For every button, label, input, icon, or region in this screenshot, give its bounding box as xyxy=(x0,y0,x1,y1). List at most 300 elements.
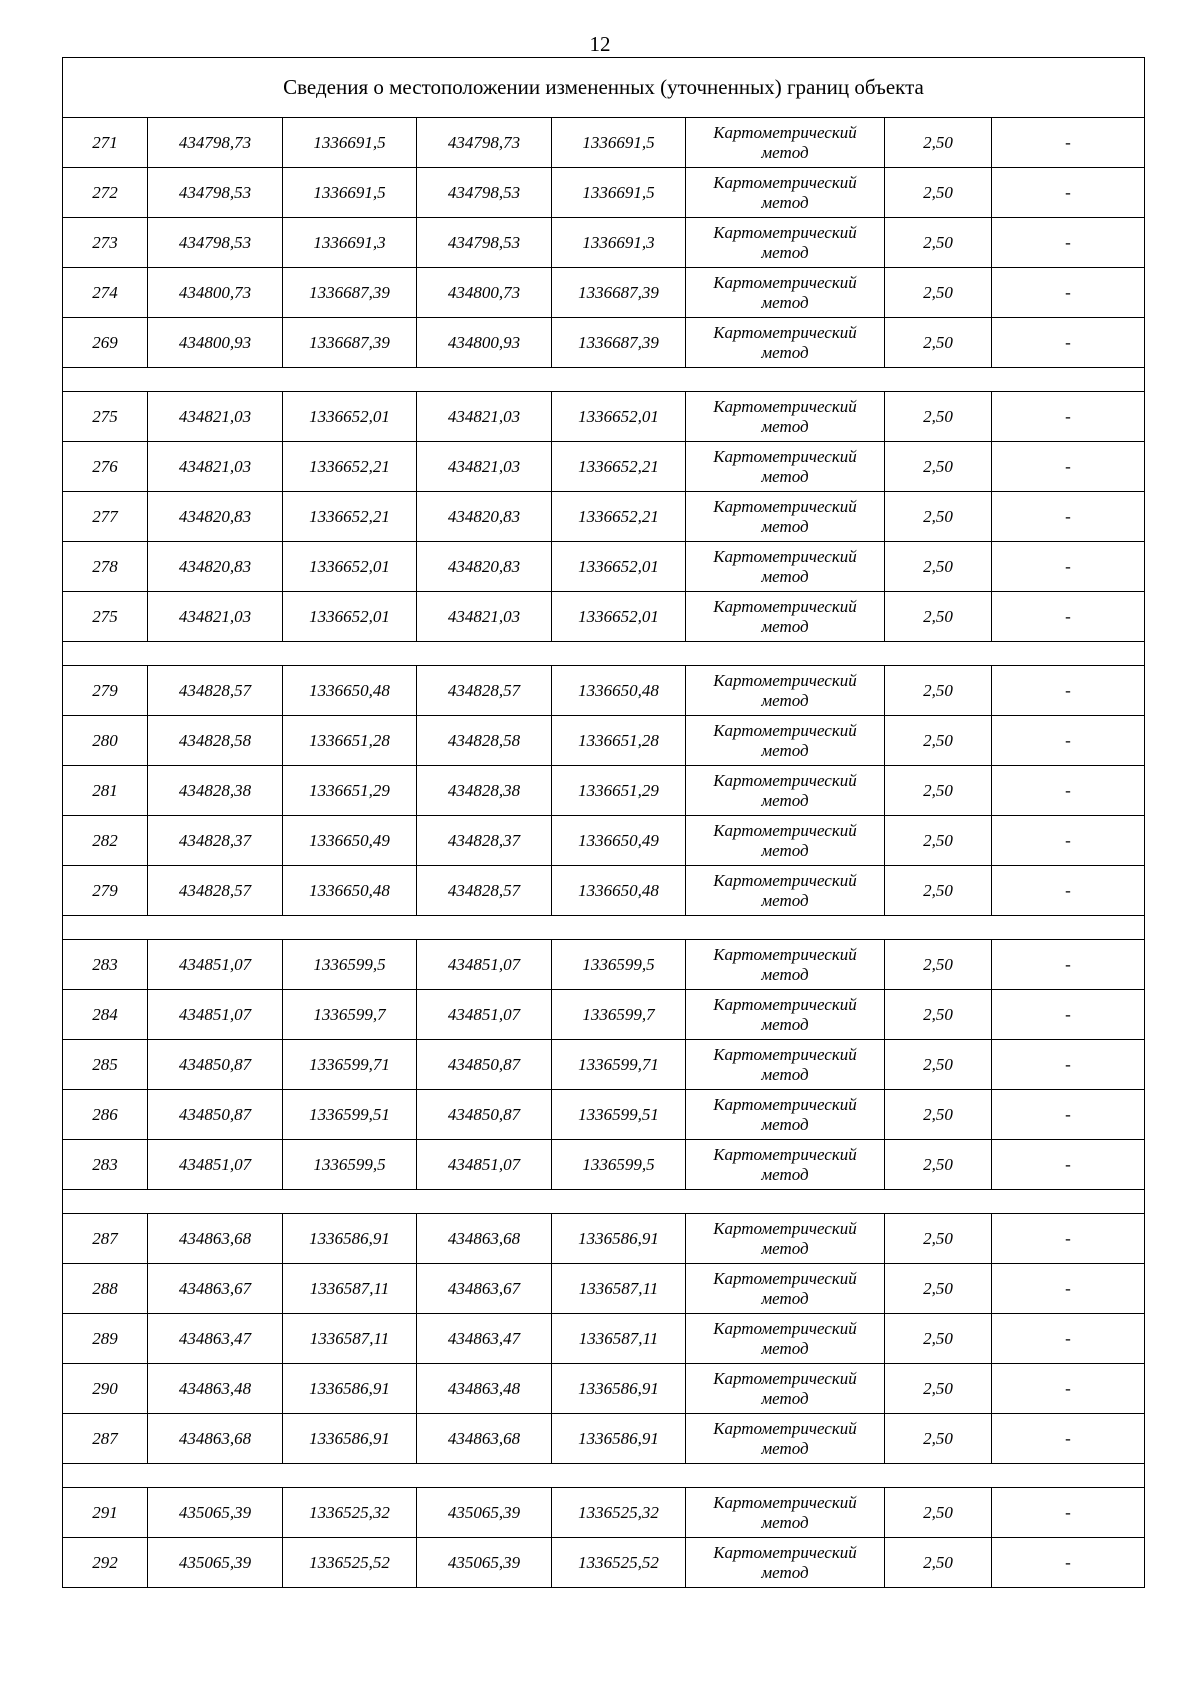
point-description: - xyxy=(992,766,1145,816)
method-line-2: метод xyxy=(761,790,809,810)
contour-separator-row xyxy=(63,1190,1145,1214)
point-description: - xyxy=(992,1040,1145,1090)
method-line-2: метод xyxy=(761,1438,809,1458)
y-new: 1336691,5 xyxy=(552,168,686,218)
x-existing: 434850,87 xyxy=(148,1090,283,1140)
y-new: 1336687,39 xyxy=(552,268,686,318)
method-line-1: Картометрический xyxy=(713,1492,857,1512)
method-line-1: Картометрический xyxy=(713,770,857,790)
x-new: 434828,37 xyxy=(417,816,552,866)
table-row xyxy=(63,268,1145,318)
method-line-2: метод xyxy=(761,1288,809,1308)
y-new: 1336691,3 xyxy=(552,218,686,268)
table-row xyxy=(63,716,1145,766)
x-existing: 434798,73 xyxy=(148,118,283,168)
x-existing: 434828,58 xyxy=(148,716,283,766)
y-existing: 1336687,39 xyxy=(283,318,417,368)
method-line-1: Картометрический xyxy=(713,994,857,1014)
accuracy: 2,50 xyxy=(885,940,992,990)
method-cell xyxy=(686,1488,885,1538)
method-line-2: метод xyxy=(761,1164,809,1184)
method-cell xyxy=(686,866,885,916)
x-new: 434863,68 xyxy=(417,1214,552,1264)
table-row xyxy=(63,318,1145,368)
table-row xyxy=(63,592,1145,642)
table-row xyxy=(63,1364,1145,1414)
y-new: 1336650,48 xyxy=(552,666,686,716)
x-existing: 434821,03 xyxy=(148,392,283,442)
method-line-1: Картометрический xyxy=(713,446,857,466)
x-new: 434850,87 xyxy=(417,1040,552,1090)
accuracy: 2,50 xyxy=(885,1090,992,1140)
table-title-row xyxy=(63,58,1145,118)
method-cell xyxy=(686,716,885,766)
point-number: 273 xyxy=(63,218,148,268)
point-description: - xyxy=(992,442,1145,492)
y-new: 1336586,91 xyxy=(552,1414,686,1464)
point-description: - xyxy=(992,1488,1145,1538)
point-description: - xyxy=(992,492,1145,542)
point-number: 279 xyxy=(63,666,148,716)
contour-separator-row xyxy=(63,642,1145,666)
method-line-1: Картометрический xyxy=(713,172,857,192)
x-new: 434798,73 xyxy=(417,118,552,168)
contour-separator-cell xyxy=(63,1464,1145,1488)
method-cell xyxy=(686,392,885,442)
x-existing: 434863,47 xyxy=(148,1314,283,1364)
point-number: 285 xyxy=(63,1040,148,1090)
x-existing: 434850,87 xyxy=(148,1040,283,1090)
table-row xyxy=(63,1214,1145,1264)
method-line-1: Картометрический xyxy=(713,1542,857,1562)
y-new: 1336687,39 xyxy=(552,318,686,368)
accuracy: 2,50 xyxy=(885,1140,992,1190)
y-new: 1336525,32 xyxy=(552,1488,686,1538)
accuracy: 2,50 xyxy=(885,766,992,816)
point-number: 279 xyxy=(63,866,148,916)
method-line-2: метод xyxy=(761,964,809,984)
accuracy: 2,50 xyxy=(885,666,992,716)
method-line-1: Картометрический xyxy=(713,670,857,690)
method-line-2: метод xyxy=(761,242,809,262)
y-existing: 1336599,5 xyxy=(283,1140,417,1190)
method-cell xyxy=(686,1364,885,1414)
y-existing: 1336599,51 xyxy=(283,1090,417,1140)
y-existing: 1336651,29 xyxy=(283,766,417,816)
contour-separator-cell xyxy=(63,642,1145,666)
point-number: 290 xyxy=(63,1364,148,1414)
accuracy: 2,50 xyxy=(885,268,992,318)
y-new: 1336586,91 xyxy=(552,1214,686,1264)
method-cell xyxy=(686,442,885,492)
x-new: 434851,07 xyxy=(417,940,552,990)
y-existing: 1336652,01 xyxy=(283,392,417,442)
table-row xyxy=(63,1040,1145,1090)
accuracy: 2,50 xyxy=(885,1314,992,1364)
y-existing: 1336652,21 xyxy=(283,492,417,542)
method-line-1: Картометрический xyxy=(713,496,857,516)
point-description: - xyxy=(992,1364,1145,1414)
method-line-2: метод xyxy=(761,192,809,212)
y-existing: 1336525,32 xyxy=(283,1488,417,1538)
method-line-1: Картометрический xyxy=(713,1044,857,1064)
accuracy: 2,50 xyxy=(885,492,992,542)
x-new: 434821,03 xyxy=(417,442,552,492)
x-existing: 434863,67 xyxy=(148,1264,283,1314)
method-cell xyxy=(686,1140,885,1190)
y-existing: 1336691,5 xyxy=(283,118,417,168)
method-cell xyxy=(686,492,885,542)
point-description: - xyxy=(992,168,1145,218)
point-number: 283 xyxy=(63,940,148,990)
point-number: 292 xyxy=(63,1538,148,1588)
x-new: 435065,39 xyxy=(417,1488,552,1538)
accuracy: 2,50 xyxy=(885,990,992,1040)
y-new: 1336652,01 xyxy=(552,542,686,592)
method-cell xyxy=(686,816,885,866)
point-description: - xyxy=(992,118,1145,168)
x-existing: 434863,68 xyxy=(148,1214,283,1264)
accuracy: 2,50 xyxy=(885,1364,992,1414)
method-cell xyxy=(686,542,885,592)
point-description: - xyxy=(992,268,1145,318)
point-number: 271 xyxy=(63,118,148,168)
point-number: 283 xyxy=(63,1140,148,1190)
method-line-2: метод xyxy=(761,1064,809,1084)
y-new: 1336599,5 xyxy=(552,940,686,990)
method-line-1: Картометрический xyxy=(713,1368,857,1388)
y-existing: 1336651,28 xyxy=(283,716,417,766)
y-new: 1336587,11 xyxy=(552,1314,686,1364)
y-existing: 1336691,3 xyxy=(283,218,417,268)
table-title: Сведения о местоположении измененных (уточненных) границ объекта xyxy=(63,58,1145,118)
point-description: - xyxy=(992,716,1145,766)
method-line-1: Картометрический xyxy=(713,1218,857,1238)
x-new: 435065,39 xyxy=(417,1538,552,1588)
x-existing: 434798,53 xyxy=(148,168,283,218)
method-line-1: Картометрический xyxy=(713,1318,857,1338)
table-row xyxy=(63,766,1145,816)
y-new: 1336599,5 xyxy=(552,1140,686,1190)
point-number: 277 xyxy=(63,492,148,542)
x-new: 434828,38 xyxy=(417,766,552,816)
method-cell xyxy=(686,1264,885,1314)
x-existing: 434820,83 xyxy=(148,542,283,592)
x-existing: 434800,73 xyxy=(148,268,283,318)
y-new: 1336599,7 xyxy=(552,990,686,1040)
point-description: - xyxy=(992,990,1145,1040)
point-description: - xyxy=(992,1214,1145,1264)
x-existing: 434828,57 xyxy=(148,866,283,916)
x-new: 434820,83 xyxy=(417,492,552,542)
method-cell xyxy=(686,268,885,318)
point-number: 281 xyxy=(63,766,148,816)
y-existing: 1336586,91 xyxy=(283,1364,417,1414)
method-cell xyxy=(686,218,885,268)
method-line-2: метод xyxy=(761,1388,809,1408)
x-new: 434863,47 xyxy=(417,1314,552,1364)
method-line-1: Картометрический xyxy=(713,1144,857,1164)
y-new: 1336599,71 xyxy=(552,1040,686,1090)
method-cell xyxy=(686,940,885,990)
point-description: - xyxy=(992,866,1145,916)
method-line-2: метод xyxy=(761,890,809,910)
accuracy: 2,50 xyxy=(885,866,992,916)
method-line-1: Картометрический xyxy=(713,322,857,342)
x-new: 434863,67 xyxy=(417,1264,552,1314)
x-new: 434821,03 xyxy=(417,392,552,442)
x-existing: 434800,93 xyxy=(148,318,283,368)
method-cell xyxy=(686,118,885,168)
accuracy: 2,50 xyxy=(885,392,992,442)
table-row xyxy=(63,1414,1145,1464)
y-existing: 1336652,01 xyxy=(283,592,417,642)
table-row xyxy=(63,1314,1145,1364)
point-number: 284 xyxy=(63,990,148,1040)
table-row xyxy=(63,1264,1145,1314)
method-cell xyxy=(686,318,885,368)
page-number: 12 xyxy=(589,32,611,56)
accuracy: 2,50 xyxy=(885,1414,992,1464)
accuracy: 2,50 xyxy=(885,318,992,368)
table-row xyxy=(63,990,1145,1040)
method-line-2: метод xyxy=(761,840,809,860)
method-line-1: Картометрический xyxy=(713,870,857,890)
method-line-2: метод xyxy=(761,342,809,362)
method-line-2: метод xyxy=(761,1114,809,1134)
y-existing: 1336691,5 xyxy=(283,168,417,218)
x-existing: 434851,07 xyxy=(148,990,283,1040)
point-number: 288 xyxy=(63,1264,148,1314)
x-existing: 434820,83 xyxy=(148,492,283,542)
accuracy: 2,50 xyxy=(885,816,992,866)
y-existing: 1336652,21 xyxy=(283,442,417,492)
y-existing: 1336652,01 xyxy=(283,542,417,592)
method-cell xyxy=(686,1090,885,1140)
accuracy: 2,50 xyxy=(885,442,992,492)
contour-separator-cell xyxy=(63,368,1145,392)
x-new: 434800,93 xyxy=(417,318,552,368)
method-line-1: Картометрический xyxy=(713,596,857,616)
point-description: - xyxy=(992,1264,1145,1314)
y-existing: 1336687,39 xyxy=(283,268,417,318)
table-row xyxy=(63,666,1145,716)
method-line-1: Картометрический xyxy=(713,272,857,292)
method-line-2: метод xyxy=(761,1562,809,1582)
method-cell xyxy=(686,592,885,642)
x-new: 434800,73 xyxy=(417,268,552,318)
point-number: 289 xyxy=(63,1314,148,1364)
x-existing: 434828,57 xyxy=(148,666,283,716)
table-row xyxy=(63,492,1145,542)
x-new: 434863,68 xyxy=(417,1414,552,1464)
y-new: 1336651,29 xyxy=(552,766,686,816)
method-line-1: Картометрический xyxy=(713,820,857,840)
x-existing: 435065,39 xyxy=(148,1488,283,1538)
accuracy: 2,50 xyxy=(885,218,992,268)
point-description: - xyxy=(992,392,1145,442)
y-new: 1336651,28 xyxy=(552,716,686,766)
table-row xyxy=(63,816,1145,866)
accuracy: 2,50 xyxy=(885,1214,992,1264)
point-number: 291 xyxy=(63,1488,148,1538)
contour-separator-row xyxy=(63,916,1145,940)
y-new: 1336587,11 xyxy=(552,1264,686,1314)
point-description: - xyxy=(992,816,1145,866)
x-existing: 434821,03 xyxy=(148,442,283,492)
x-existing: 434863,48 xyxy=(148,1364,283,1414)
method-line-2: метод xyxy=(761,416,809,436)
x-new: 434821,03 xyxy=(417,592,552,642)
contour-separator-row xyxy=(63,1464,1145,1488)
method-cell xyxy=(686,666,885,716)
point-description: - xyxy=(992,666,1145,716)
table-row xyxy=(63,218,1145,268)
method-line-1: Картометрический xyxy=(713,546,857,566)
contour-separator-cell xyxy=(63,1190,1145,1214)
y-existing: 1336586,91 xyxy=(283,1214,417,1264)
method-line-1: Картометрический xyxy=(713,122,857,142)
x-new: 434851,07 xyxy=(417,1140,552,1190)
method-line-1: Картометрический xyxy=(713,944,857,964)
table-row xyxy=(63,442,1145,492)
point-description: - xyxy=(992,940,1145,990)
accuracy: 2,50 xyxy=(885,168,992,218)
boundary-coordinates-table xyxy=(62,57,1145,1588)
contour-separator-row xyxy=(63,368,1145,392)
point-description: - xyxy=(992,318,1145,368)
method-cell xyxy=(686,168,885,218)
method-line-1: Картометрический xyxy=(713,222,857,242)
method-cell xyxy=(686,1314,885,1364)
x-existing: 435065,39 xyxy=(148,1538,283,1588)
accuracy: 2,50 xyxy=(885,542,992,592)
table-row xyxy=(63,1140,1145,1190)
accuracy: 2,50 xyxy=(885,1040,992,1090)
method-line-2: метод xyxy=(761,1512,809,1532)
table-row xyxy=(63,118,1145,168)
method-line-2: метод xyxy=(761,740,809,760)
method-line-1: Картометрический xyxy=(713,1094,857,1114)
y-new: 1336599,51 xyxy=(552,1090,686,1140)
point-description: - xyxy=(992,218,1145,268)
y-new: 1336525,52 xyxy=(552,1538,686,1588)
y-new: 1336652,01 xyxy=(552,392,686,442)
y-existing: 1336599,7 xyxy=(283,990,417,1040)
table-row xyxy=(63,392,1145,442)
x-existing: 434828,37 xyxy=(148,816,283,866)
table-row xyxy=(63,1090,1145,1140)
accuracy: 2,50 xyxy=(885,118,992,168)
table-row xyxy=(63,866,1145,916)
accuracy: 2,50 xyxy=(885,1538,992,1588)
contour-separator-cell xyxy=(63,916,1145,940)
point-number: 272 xyxy=(63,168,148,218)
point-number: 275 xyxy=(63,392,148,442)
accuracy: 2,50 xyxy=(885,1264,992,1314)
table-row xyxy=(63,1488,1145,1538)
method-cell xyxy=(686,1538,885,1588)
x-existing: 434851,07 xyxy=(148,1140,283,1190)
method-cell xyxy=(686,1214,885,1264)
method-line-2: метод xyxy=(761,292,809,312)
y-new: 1336691,5 xyxy=(552,118,686,168)
method-cell xyxy=(686,766,885,816)
point-description: - xyxy=(992,1538,1145,1588)
y-existing: 1336525,52 xyxy=(283,1538,417,1588)
point-description: - xyxy=(992,592,1145,642)
point-description: - xyxy=(992,1090,1145,1140)
accuracy: 2,50 xyxy=(885,716,992,766)
y-existing: 1336599,5 xyxy=(283,940,417,990)
point-description: - xyxy=(992,1314,1145,1364)
x-existing: 434851,07 xyxy=(148,940,283,990)
method-line-2: метод xyxy=(761,1238,809,1258)
table-row xyxy=(63,168,1145,218)
point-number: 275 xyxy=(63,592,148,642)
x-new: 434828,58 xyxy=(417,716,552,766)
point-number: 269 xyxy=(63,318,148,368)
x-existing: 434821,03 xyxy=(148,592,283,642)
y-existing: 1336650,48 xyxy=(283,866,417,916)
method-line-2: метод xyxy=(761,516,809,536)
point-number: 276 xyxy=(63,442,148,492)
x-new: 434863,48 xyxy=(417,1364,552,1414)
point-number: 278 xyxy=(63,542,148,592)
y-new: 1336650,48 xyxy=(552,866,686,916)
method-line-1: Картометрический xyxy=(713,1268,857,1288)
method-line-2: метод xyxy=(761,142,809,162)
table-row xyxy=(63,1538,1145,1588)
table-row xyxy=(63,940,1145,990)
method-line-1: Картометрический xyxy=(713,1418,857,1438)
accuracy: 2,50 xyxy=(885,1488,992,1538)
y-existing: 1336587,11 xyxy=(283,1314,417,1364)
x-new: 434850,87 xyxy=(417,1090,552,1140)
point-number: 286 xyxy=(63,1090,148,1140)
x-new: 434851,07 xyxy=(417,990,552,1040)
x-new: 434828,57 xyxy=(417,666,552,716)
method-cell xyxy=(686,1040,885,1090)
point-number: 287 xyxy=(63,1414,148,1464)
method-line-1: Картометрический xyxy=(713,396,857,416)
accuracy: 2,50 xyxy=(885,592,992,642)
x-new: 434820,83 xyxy=(417,542,552,592)
table-row xyxy=(63,542,1145,592)
y-new: 1336652,01 xyxy=(552,592,686,642)
y-existing: 1336650,48 xyxy=(283,666,417,716)
point-description: - xyxy=(992,542,1145,592)
method-cell xyxy=(686,1414,885,1464)
y-new: 1336652,21 xyxy=(552,442,686,492)
y-new: 1336650,49 xyxy=(552,816,686,866)
x-existing: 434828,38 xyxy=(148,766,283,816)
y-existing: 1336587,11 xyxy=(283,1264,417,1314)
x-existing: 434863,68 xyxy=(148,1414,283,1464)
method-line-1: Картометрический xyxy=(713,720,857,740)
method-line-2: метод xyxy=(761,466,809,486)
method-cell xyxy=(686,990,885,1040)
point-number: 274 xyxy=(63,268,148,318)
point-number: 280 xyxy=(63,716,148,766)
y-existing: 1336586,91 xyxy=(283,1414,417,1464)
method-line-2: метод xyxy=(761,566,809,586)
point-number: 282 xyxy=(63,816,148,866)
y-new: 1336586,91 xyxy=(552,1364,686,1414)
method-line-2: метод xyxy=(761,1338,809,1358)
x-new: 434828,57 xyxy=(417,866,552,916)
point-number: 287 xyxy=(63,1214,148,1264)
